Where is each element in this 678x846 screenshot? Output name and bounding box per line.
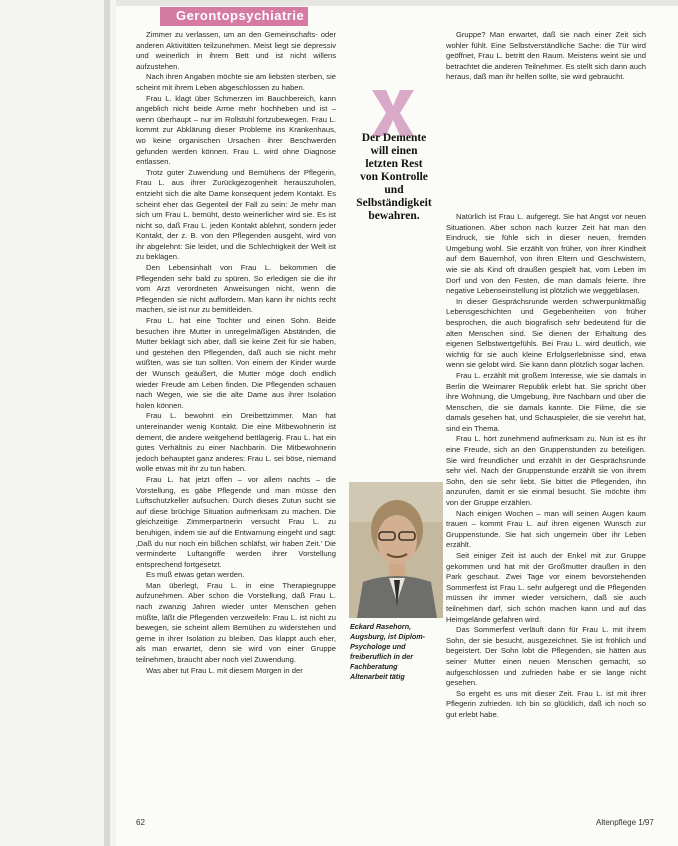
author-caption	[350, 622, 446, 682]
text-line: Fachberatung	[350, 662, 398, 671]
page-number: 62	[136, 818, 145, 827]
binding-edge	[0, 0, 116, 846]
article-column-right-top	[446, 30, 646, 166]
text-line: Eckard Rasehorn,	[350, 622, 412, 631]
paragraph: In dieser Gesprächsrunde werden schwerpunktmäßig Lebensgeschichten und Gegebenheiten von früher besprochen, die auch biografisch sehr bedeutend für die alten Menschen sind. Sie dienen der Erhaltung des eigenen Selbstwertgefühls. Bei Frau L. wird deutlich, wie wichtig für sie auch kleine Erfolgserlebnisse sind, etwa wenn sie gelobt wird. Sie kann dann plötzlich sogar lachen.	[446, 296, 646, 370]
paragraph: Frau L. bewohnt ein Dreibettzimmer. Man hat untereinander wenig Kontakt. Die eine Mitbewohnerin ist dement, die andere weitgehend bettlägerig. Frau L. hat ein gutes Verhältnis zu einer Nachbarin. Die Mitbewohnerin jedoch behauptet ganz anderes: Frau L. sei böse, niemand wolle etwas mit ihr zu tun haben.	[136, 411, 336, 474]
paragraph: Den Lebensinhalt von Frau L. bekommen die Pflegenden sehr bald zu spüren. So erledigen sie die ihr vom Arzt verordneten Anweisungen nicht, wenn die Pflegenden sie nicht auffordern. Man kann ihr nichts recht machen, sie ist nur zu bemitleiden.	[136, 263, 336, 315]
text-line: Altenarbeit tätig	[350, 672, 405, 681]
section-header-label: Gerontopsychiatrie	[176, 8, 305, 23]
top-band	[116, 0, 678, 6]
paragraph: Was aber tut Frau L. mit diesem Morgen in der	[146, 665, 303, 675]
text-line: Psychologe und	[350, 642, 406, 651]
text-line: will einen	[370, 145, 418, 157]
paragraph: Es muß etwas getan werden.	[146, 570, 245, 580]
paragraph: Man überlegt, Frau L. in eine Therapiegruppe aufzunehmen. Aber schon die Vorstellung, daß Frau L. nach zwanzig Jahren wieder unter Menschen gehen müßte, läßt die Pflegenden verzweifeln: Frau L. ist nicht zu bewegen, sie scheint allem Bemühen zu widerstehen und gerne in ihrer Isolation zu bleiben. Das klappt auch eher, als man erwartet, denn sie wird von einer Gruppe teilnehmen, braucht aber noch viel Zuwendung.	[136, 580, 336, 665]
paragraph: Natürlich ist Frau L. aufgeregt. Sie hat Angst vor neuen Situationen. Aber schon nach kurzer Zeit hat man den Eindruck, sie fühle sich in dieser neuen, fremden Umgebung wohl. Sie erzählt von früher, von ihrer Kindheit auf dem Bauernhof, von ihren Eltern und Geschwistern, wie sie als Kind oft draußen gespielt hat, vom Leben im Dorf und von den Festen, die man damals feierte. Ihre negative Lebenseinstellung ist plötzlich wie weggeblasen.	[446, 212, 646, 296]
paragraph: Trotz guter Zuwendung und Bemühens der Pflegerin, Frau L. aus ihrer Zurückgezogenheit herauszuholen, entzieht sich die alte Dame konsequent jedem Kontakt. Es scheint eher das Gegenteil der Fall zu sein: Je mehr man sich um Frau L. bemüht, desto weinerlicher wird sie. Es ist nicht so, daß Frau L. jeden Kontakt ablehnt, sondern jeder Kontakt, der z. B. von den Pflegenden ausgeht, wird von ihr abgelehnt: Sie leidet, und die Schlechtigkeit der Welt ist zu beklagen.	[136, 167, 336, 262]
paragraph: Nach ihren Angaben möchte sie am liebsten sterben, sie scheint mit ihrem Leben abgeschlossen zu haben.	[136, 72, 336, 92]
paragraph: Frau L. hört zunehmend aufmerksam zu. Nun ist es ihr eine Freude, sich an den Gruppenstunden zu beteiligen. Sie wird freundlicher und erzählt in der Gesprächsrunde sehr viel. Nach der Gruppenstunde erzählt sie von ihrem Sohn, den sie sehr liebt. Sie bittet die Pflegenden, ihn anzurufen, damit er sie einmal besucht. Sie möchte ihm von der Gruppe erzählen.	[446, 434, 646, 508]
paragraph: Frau L. hat eine Tochter und einen Sohn. Beide besuchen ihre Mutter in unregelmäßigen Abständen, die Mutter beklagt sich aber, daß sie keine Zeit für sie haben, und gestehen den Pflegenden, daß auch sie nicht mehr wüßten, was sie tun sollten. Von einem der Kinder wurde der Wunsch geäußert, die Mutter möge doch endlich wieder Freude am Leben finden. Die Pflegenden schauen nach Wegen, wie sie die alte Dame aus ihrer Isolation holen können.	[136, 316, 336, 410]
binding-strip	[104, 0, 110, 846]
text-line: Der Demente	[361, 132, 427, 144]
paragraph: Frau L. klagt über Schmerzen im Bauchbereich, kann angeblich nicht beide Arme mehr hochheben und ist – wenn überhaupt – nur im Rollstuhl fortzubewegen. Frau L. kommt zur Abklärung dieser Probleme ins Krankenhaus, wo keine organischen Ursachen ihrer Beschwerden gefunden werden können. Frau L. wird ohne Diagnose entlassen.	[136, 93, 336, 167]
pull-quote	[338, 132, 450, 223]
paragraph: Nach einigen Wochen – man will seinen Augen kaum trauen – kommt Frau L. auf ihren eigenen Wunsch zur Gruppenstunde. Sie hat sich ungemein über ihr Leben erzählt.	[446, 508, 646, 550]
text-line: Augsburg, ist Diplom-	[350, 632, 426, 641]
paragraph: Frau L. hat jetzt offen – vor allem nachts – die Vorstellung, es gäbe Pflegende und man müsse den Luftschutzkeller aufsuchen. Durch dieses Zutun sucht sie auf diese brüchige Situation aufmerksam zu machen. Die gleichzeitige Zimmerpartnerin versucht Frau L. zu beruhigen, indem sie auf die Entwarnung eingeht und sagt: ‚Daß du nur noch ein bißchen schläfst, wir haben Zeit.' Die verminderte Luftangriffe werden ihrer Vorstellung entsprechend fortgesetzt.	[136, 474, 336, 569]
text-line: Selbständigkeit	[356, 197, 432, 209]
paragraph: Seit einiger Zeit ist auch der Enkel mit zur Gruppe gekommen und hat mit der Großmutter draußen in den Park geschaut. Zwei Tage vor einem bevorstehenden Sommerfest ist Frau L. sehr aufgeregt und die Pflegenden müssen ihr immer wieder versichern, daß sie auch teilnehmen darf, sich schön machen kann und auf das Heimgelände gefahren wird.	[446, 551, 646, 624]
paragraph: Frau L. erzählt mit großem Interesse, wie sie damals in Berlin die Weimarer Republik erlebt hat. Sie spricht über ihre Wohnung, die Umgebung, ihre Nachbarn und über die Menschen, die sie damals kannte. Die Filme, die sie damals gesehen hat, und Schauspieler, die sie verehrt hat, sind ein Thema.	[446, 370, 646, 433]
paragraph: Gruppe? Man erwartet, daß sie nach einer Zeit sich wohler fühlt. Eine Selbstverständliche Sache: die Tür wird geöffnet, Frau L. betritt den Raum. Meistens weint sie und betrachtet die anderen Teilnehmer. Es stellt sich dann auch heraus, daß man ihr helfen sollte, sie wird gebraucht.	[446, 30, 646, 82]
paragraph: Zimmer zu verlassen, um an den Gemeinschafts- oder anderen Aktivitäten teilzunehmen. Meist liegt sie depressiv und weinerlich in ihrem Bett und ist nicht willens aufzustehen.	[136, 30, 336, 71]
text-line: bewahren.	[368, 210, 420, 222]
issue-label: Altenpflege 1/97	[596, 818, 654, 827]
text-line: von Kontrolle	[360, 171, 428, 183]
article-column-left	[136, 30, 336, 816]
text-line: freiberuflich in der	[350, 652, 414, 661]
paragraph: So ergeht es uns mit dieser Zeit. Frau L. ist mit ihrer Pflegerin zufrieden. Ich bin so glücklich, daß ich noch so gut erlebt habe.	[446, 688, 646, 719]
author-photo	[349, 482, 443, 618]
text-line: und	[384, 184, 404, 196]
text-line: letzten Rest	[365, 158, 423, 170]
article-column-right-bottom	[446, 212, 646, 816]
paragraph: Das Sommerfest verläuft dann für Frau L. mit ihrem Sohn, der sie besucht, ausgezeichnet. Sie ist fröhlich und begeistert. Der Sohn lobt die Pflegenden, sie hätten aus seiner Mutter einen neuen Menschen gemacht, so aufgeschlossen und zufrieden habe er sie lange nicht gesehen.	[446, 625, 646, 688]
